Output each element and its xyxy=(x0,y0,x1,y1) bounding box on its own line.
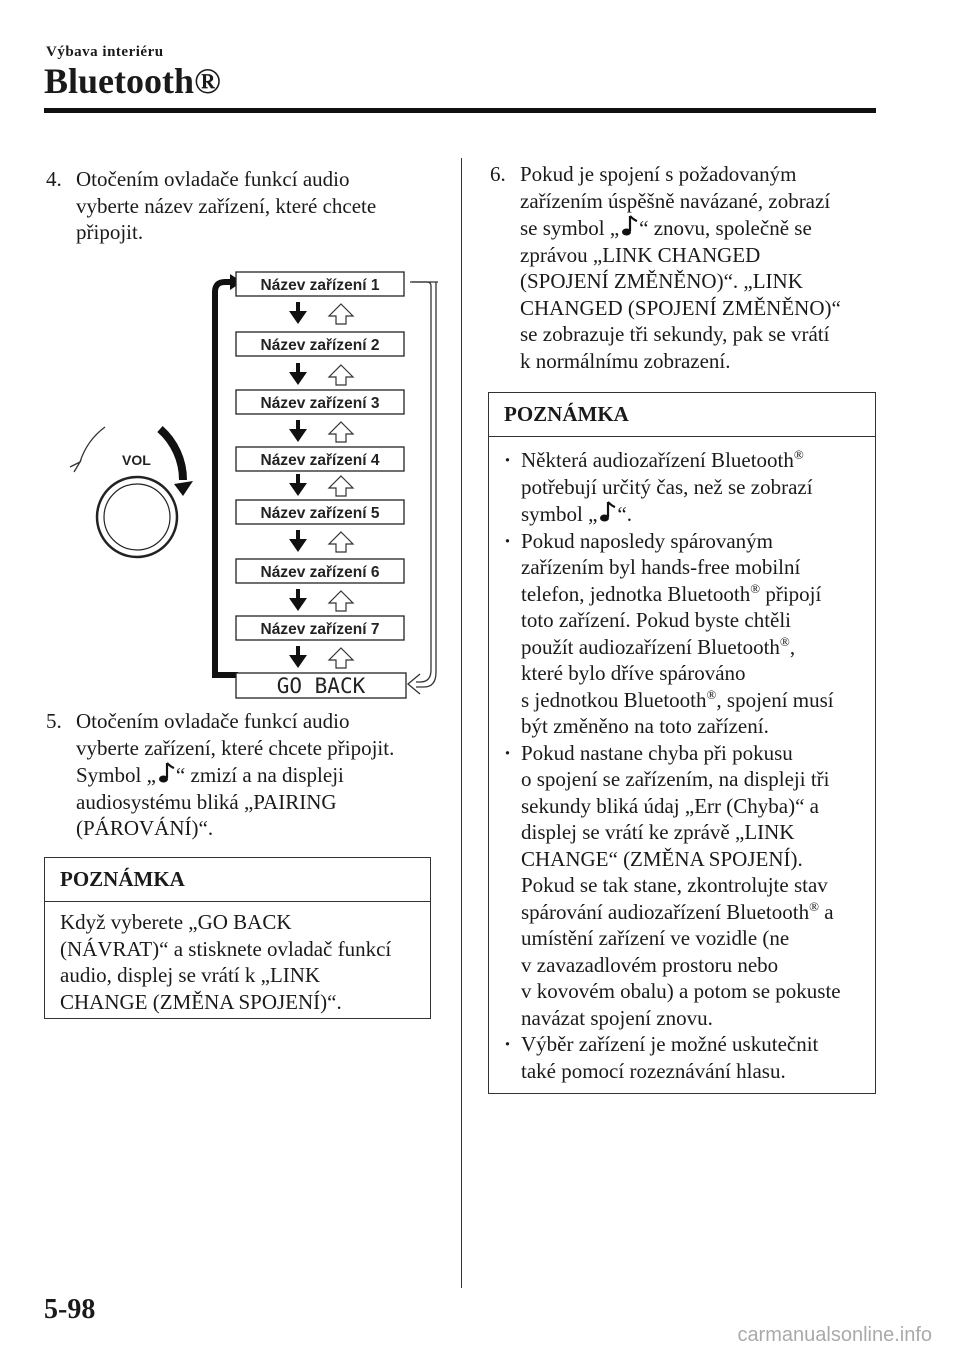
go-back-label: GO BACK xyxy=(276,674,366,698)
text-line: (SPOJENÍ ZMĚNĚNO)“. „LINK xyxy=(520,269,803,293)
text-line: (PÁROVÁNÍ)“. xyxy=(76,816,214,840)
text-line: se zobrazuje tři sekundy, pak se vrátí xyxy=(520,322,830,346)
device-row-2 xyxy=(236,332,404,385)
header-rule xyxy=(44,108,876,113)
text-line: displej se vrátí ke zprávě „LINK xyxy=(521,820,795,844)
note-bullet xyxy=(491,447,860,528)
step-number: 5. xyxy=(46,709,62,733)
text-line: potřebují určitý čas, než se zobrazí xyxy=(521,474,813,499)
device-row-6 xyxy=(236,559,404,611)
step-4 xyxy=(46,166,446,246)
bluetooth-audio-icon xyxy=(597,500,617,524)
device-list xyxy=(236,272,406,698)
bluetooth-audio-icon xyxy=(156,761,176,785)
device-name: Název zařízení 7 xyxy=(260,621,380,638)
text-line: Pokud je spojení s požadovaným xyxy=(520,162,797,186)
text-line: být změněno na toto zařízení. xyxy=(521,714,769,738)
text-line: · Pokud naposledy spárovaným xyxy=(521,528,773,553)
device-row-7 xyxy=(236,616,404,668)
step-5 xyxy=(46,708,456,848)
device-name: Název zařízení 3 xyxy=(260,395,380,412)
text-line: o spojení se zařízením, na displeji tři xyxy=(521,767,830,791)
text-line: vyberte název zařízení, které chcete xyxy=(76,193,377,218)
text-line: Symbol „ “ zmizí a na displeji xyxy=(76,763,344,787)
bluetooth-audio-icon xyxy=(619,214,639,238)
text-line: Otočením ovladače funkcí audio xyxy=(76,709,350,733)
cycle-arrow-right xyxy=(410,282,431,682)
note-bullet xyxy=(491,740,860,1032)
note-box xyxy=(44,857,431,1019)
device-name: Název zařízení 2 xyxy=(260,337,380,354)
text-line: CHANGED (SPOJENÍ ZMĚNĚNO)“ xyxy=(520,295,841,320)
text-line: audio, displej se vrátí k „LINK xyxy=(60,963,321,987)
text-line: s jednotkou Bluetooth®, spojení musí xyxy=(521,686,834,712)
note-heading: POZNÁMKA xyxy=(489,393,875,437)
text-line: audiosystému bliká „PAIRING xyxy=(76,789,337,814)
step-number: 4. xyxy=(46,167,62,191)
text-line: · Pokud nastane chyba při pokusu xyxy=(521,740,793,765)
note-heading: POZNÁMKA xyxy=(45,858,430,902)
text-line: symbol „ “. xyxy=(521,502,632,526)
text-line: CHANGE“ (ZMĚNA SPOJENÍ). xyxy=(521,846,803,871)
device-row-3 xyxy=(236,390,404,442)
note-box xyxy=(488,392,876,1094)
text-line: vyberte zařízení, které chcete připojit. xyxy=(76,735,395,760)
device-row-5 xyxy=(236,500,404,552)
text-line: Když vyberete „GO BACK xyxy=(60,910,292,934)
device-name: Název zařízení 6 xyxy=(260,564,380,581)
text-line: zařízením byl hands-free mobilní xyxy=(521,555,801,579)
vol-knob xyxy=(70,427,193,557)
text-line: které bylo dříve spárováno xyxy=(521,661,746,685)
page-title: Bluetooth® xyxy=(44,61,221,101)
text-line: připojit. xyxy=(76,220,144,244)
device-name: Název zařízení 5 xyxy=(260,505,380,522)
cycle-arrow-left xyxy=(215,282,232,675)
page-number: 5-98 xyxy=(44,1294,96,1325)
section-label: Výbava interiéru xyxy=(46,44,164,60)
text-line: toto zařízení. Pokud byste chtěli xyxy=(521,608,792,632)
text-line: navázat spojení znovu. xyxy=(521,1005,713,1030)
device-selection-diagram xyxy=(40,262,460,702)
text-line: k normálnímu zobrazení. xyxy=(520,348,731,373)
step-6 xyxy=(490,161,890,381)
text-line: CHANGE (ZMĚNA SPOJENÍ)“. xyxy=(60,989,342,1014)
note-bullet xyxy=(491,1031,860,1084)
device-row-4 xyxy=(236,447,404,496)
device-name: Název zařízení 1 xyxy=(260,277,380,294)
watermark: carmanualsonline.info xyxy=(737,1324,932,1346)
note-bullet xyxy=(491,528,860,740)
text-line: Pokud se tak stane, zkontrolujte stav xyxy=(521,873,828,897)
text-line: sekundy bliká údaj „Err (Chyba)“ a xyxy=(521,793,819,818)
text-line: se symbol „ “ znovu, společně se xyxy=(520,216,812,240)
text-line: také pomocí rozeznávání hlasu. xyxy=(521,1058,786,1083)
text-line: · Výběr zařízení je možné uskutečnit xyxy=(521,1032,819,1056)
go-back-row xyxy=(236,673,406,698)
vol-label: VOL xyxy=(122,452,151,468)
text-line: telefon, jednotka Bluetooth® připojí xyxy=(521,580,822,606)
step-number: 6. xyxy=(490,162,506,186)
text-line: v zavazadlovém prostoru nebo xyxy=(521,952,779,977)
text-line: (NÁVRAT)“ a stisknete ovladač funkcí xyxy=(60,936,392,961)
text-line: použít audiozařízení Bluetooth®, xyxy=(521,633,796,659)
text-line: Otočením ovladače funkcí audio xyxy=(76,167,350,191)
device-row-1 xyxy=(236,272,404,324)
text-line: v kovovém obalu) a potom se pokuste xyxy=(521,979,841,1003)
text-line: umístění zařízení ve vozidle (ne xyxy=(521,926,790,950)
column-divider xyxy=(461,158,462,1288)
text-line: spárování audiozařízení Bluetooth® a xyxy=(521,898,834,924)
device-name: Název zařízení 4 xyxy=(260,452,380,469)
text-line: zprávou „LINK CHANGED xyxy=(520,242,761,267)
text-line: zařízením úspěšně navázané, zobrazí xyxy=(520,188,831,213)
text-line: · Některá audiozařízení Bluetooth® xyxy=(521,447,804,472)
